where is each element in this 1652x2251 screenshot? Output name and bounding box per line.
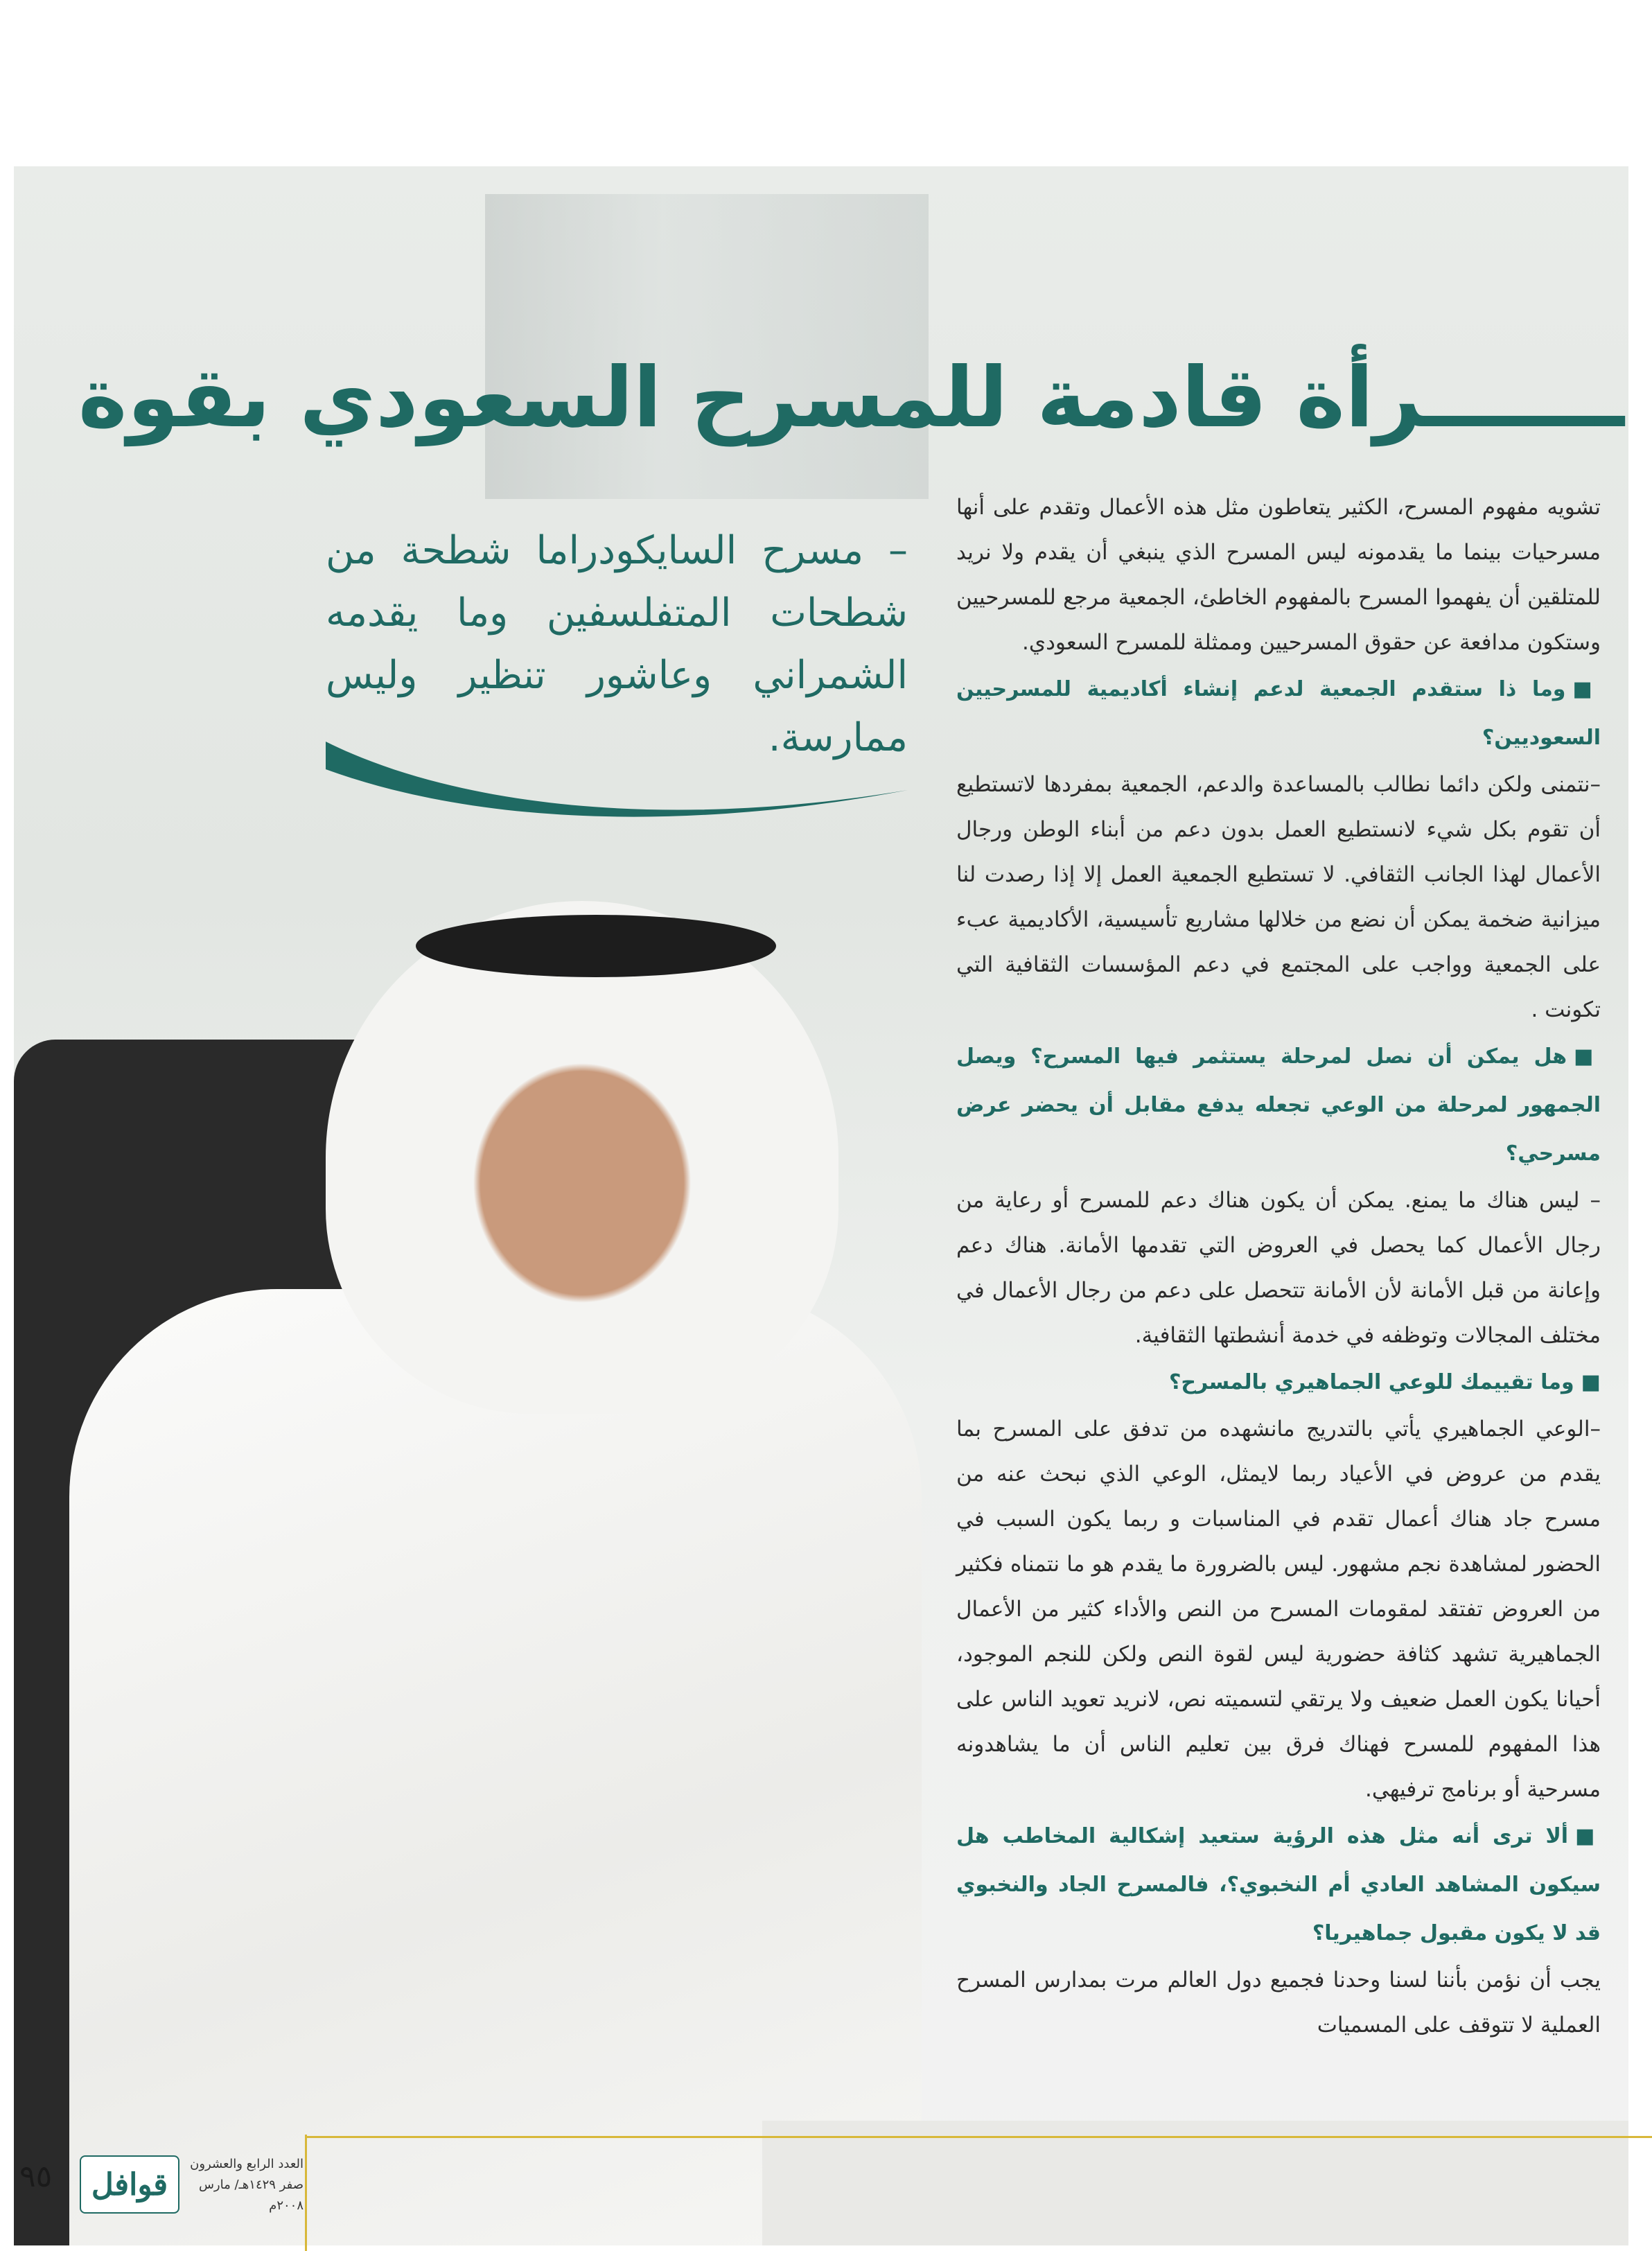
article-body — [956, 485, 1601, 2048]
question-4-text: ألا ترى أنه مثل هذه الرؤية ستعيد إشكالية المخاطب هل سيكون المشاهد العادي أم النخبوي؟، فالمسرح الجاد والنخبوي قد لا يكون مقبول جماهيريا؟ — [956, 1824, 1601, 1945]
issue-line-1: العدد الرابع والعشرون — [190, 2157, 304, 2171]
question-2 — [956, 1033, 1601, 1178]
article-title: ـــــــرأة قادمة للمسرح السعودي بقوة — [78, 350, 1624, 446]
question-1 — [956, 665, 1601, 762]
answer-4: يجب أن نؤمن بأننا لسنا وحدنا فجميع دول العالم مرت بمدارس المسرح العملية لا تتوقف على المسميات — [956, 1968, 1601, 2038]
swoosh-ornament — [326, 728, 908, 839]
answer-2: – ليس هناك ما يمنع. يمكن أن يكون هناك دعم للمسرح أو رعاية من رجال الأعمال كما يحصل في العروض التي تقدمها الأمانة. هناك دعم وإعانة من قبل الأمانة لأن الأمانة تتحصل على دعم من رجال الأعمال في مختلف المجالات وتوظفه في خدمة أنشطتها الثقافية. — [956, 1188, 1601, 1348]
square-bullet-icon: ■ — [1575, 1824, 1601, 1848]
question-1-text: وما ذا ستقدم الجمعية لدعم إنشاء أكاديمية للمسرحيين السعوديين؟ — [956, 677, 1601, 750]
photo-bookshelf — [485, 194, 929, 499]
pull-quote: – مسرح السايكودراما شطحة من شطحات المتفلسفين وما يقدمه الشمراني وعاشور تنظير وليس ممارسة. — [326, 528, 908, 760]
footer-rule-horizontal — [305, 2136, 1652, 2138]
question-3 — [956, 1358, 1601, 1407]
square-bullet-icon: ■ — [1574, 1044, 1601, 1069]
square-bullet-icon: ■ — [1572, 677, 1601, 701]
magazine-logo — [80, 2155, 179, 2214]
answer-3: –الوعي الجماهيري يأتي بالتدريج مانشهده من تدفق على المسرح بما يقدم من عروض في الأعياد ربما لايمثل، الوعي الذي نبحث عنه من مسرح جاد هناك أعمال تقدم في المناسبات و ربما يكون السبب في الحضور لمشاهدة نجم مشهور. ليس بالضرورة ما يقدم هو ما نتمناه فكثير من العروض تفتقد لمقومات المسرح من النص والأداء كثير من الأعمال الجماهيرية تشهد كثافة حضورية ليس لقوة النص ولكن للنجم الموجود، أحيانا يكون العمل ضعيف ولا يرتقي لتسميته نص، لانريد تعويد الناس على هذا المفهوم للمسرح فهناك فرق بين تعليم الناس أن ما يشاهدونه مسرحية أو برنامج ترفيهي. — [956, 1417, 1601, 1802]
issue-line-2: صفر ١٤٢٩هـ/ مارس ٢٠٠٨م — [198, 2178, 304, 2213]
answer-1: –نتمنى ولكن دائما نطالب بالمساعدة والدعم، الجمعية بمفردها لاتستطيع أن تقوم بكل شيء لانستطيع العمل بدون دعم من أبناء الوطن ورجال الأعمال لهذا الجانب الثقافي. لا تستطيع الجمعية العمل إلا إذا رصدت لنا ميزانية ضخمة يمكن أن نضع من خلالها مشاريع تأسيسية، الأكاديمية عبء على الجمعية وواجب على المجتمع في دعم المؤسسات الثقافية التي تكونت . — [956, 772, 1601, 1022]
question-4 — [956, 1812, 1601, 1958]
issue-info — [186, 2154, 304, 2216]
page-number: ٩٥ — [19, 2159, 53, 2194]
intro-paragraph: تشويه مفهوم المسرح، الكثير يتعاطون مثل هذه الأعمال وتقدم على أنها مسرحيات بينما ما يقدمونه ليس المسرح الذي ينبغي أن يقدم ولا نريد للمتلقين أن يفهموا المسرح بالمفهوم الخاطئ، الجمعية مرجع للمسرحيين وستكون مدافعة عن حقوق المسرحيين وممثلة للمسرح السعودي. — [956, 495, 1601, 655]
photo-person-thobe — [69, 1289, 922, 2245]
photo-person-agal — [416, 915, 776, 977]
square-bullet-icon: ■ — [1581, 1370, 1601, 1394]
logo-text: قوافل — [91, 2166, 168, 2202]
question-3-text: وما تقييمك للوعي الجماهيري بالمسرح؟ — [1168, 1370, 1574, 1394]
photo-desk — [762, 2121, 1628, 2245]
photo-person-head — [326, 901, 838, 1414]
question-2-text: هل يمكن أن نصل لمرحلة يستثمر فيها المسرح؟ ويصل الجمهور لمرحلة من الوعي تجعله يدفع مقابل أن يحضر عرض مسرحي؟ — [956, 1044, 1601, 1166]
footer-rule-vertical — [305, 2135, 307, 2251]
